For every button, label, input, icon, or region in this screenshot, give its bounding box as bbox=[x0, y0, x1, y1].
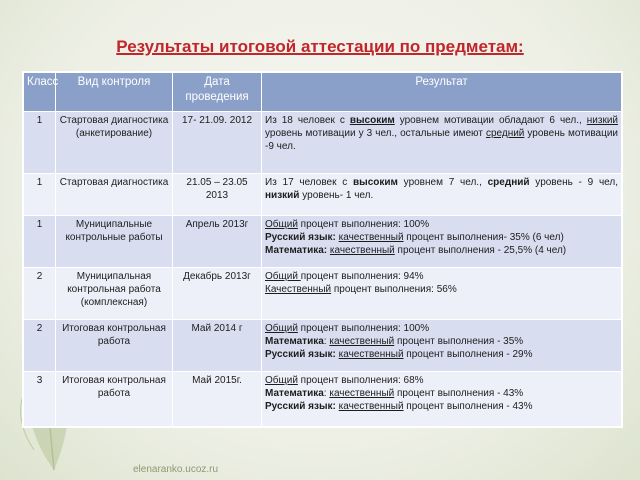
header-result: Результат bbox=[262, 73, 622, 112]
table-row bbox=[24, 112, 622, 174]
result-line bbox=[265, 270, 618, 283]
cell-class: 1 bbox=[24, 174, 56, 216]
result-text: уровнем 7 чел., bbox=[397, 177, 488, 188]
cell-result bbox=[262, 268, 622, 320]
result-emphasis: средний bbox=[487, 177, 530, 188]
result-emphasis: качественный bbox=[329, 388, 395, 399]
cell-control-kind: Итоговая контрольная работа bbox=[56, 320, 173, 372]
subject-label: Математика bbox=[265, 336, 324, 347]
result-line: Математика: качественный процент выполнения - 43% bbox=[265, 388, 524, 399]
table-row bbox=[24, 216, 622, 268]
cell-date: Апрель 2013г bbox=[173, 216, 262, 268]
result-text: процент выполнения: 100% bbox=[297, 323, 430, 334]
cell-result bbox=[262, 112, 622, 174]
result-line: Математика: качественный процент выполнения - 35% bbox=[265, 336, 524, 347]
result-text: процент выполнения - 25,5% (4 чел) bbox=[394, 245, 567, 256]
result-emphasis: Общий bbox=[265, 271, 301, 282]
cell-result bbox=[262, 174, 622, 216]
cell-class: 1 bbox=[24, 216, 56, 268]
result-line bbox=[265, 322, 618, 335]
result-text: уровнем мотивации обладают 6 чел., bbox=[394, 115, 587, 126]
result-text: Из 18 человек с bbox=[265, 115, 350, 126]
cell-class: 3 bbox=[24, 372, 56, 427]
subject-label: Математика: bbox=[265, 245, 328, 256]
result-emphasis: Общий bbox=[265, 323, 298, 334]
result-emphasis: Качественный bbox=[265, 284, 332, 295]
table-row bbox=[24, 174, 622, 216]
result-text: процент выполнения - 43% bbox=[394, 388, 524, 399]
subject-label: Русский язык: bbox=[265, 349, 336, 360]
result-line bbox=[265, 374, 618, 387]
result-line bbox=[265, 348, 618, 361]
result-emphasis: средний bbox=[485, 128, 525, 139]
cell-control-kind: Стартовая диагностика bbox=[56, 174, 173, 216]
result-text: уровень - 9 чел, bbox=[529, 177, 619, 188]
result-emphasis: Общий bbox=[265, 219, 298, 230]
result-line bbox=[265, 218, 618, 231]
table-header-row bbox=[24, 73, 622, 112]
result-text: уровень- 1 чел. bbox=[299, 190, 374, 201]
result-emphasis: качественный bbox=[329, 336, 395, 347]
result-emphasis: низкий bbox=[586, 115, 619, 126]
page-title-text: Результаты итоговой аттестации по предметам: bbox=[116, 37, 524, 56]
cell-class: 2 bbox=[24, 268, 56, 320]
result-emphasis: высоким bbox=[353, 177, 398, 188]
cell-class: 1 bbox=[24, 112, 56, 174]
header-date: Дата проведения bbox=[173, 73, 262, 112]
watermark: elenaranko.ucoz.ru bbox=[133, 464, 219, 475]
subject-label: Русский язык: bbox=[265, 232, 336, 243]
cell-date: Май 2015г. bbox=[173, 372, 262, 427]
cell-result bbox=[262, 372, 622, 427]
result-line bbox=[265, 283, 618, 296]
result-text: Из 17 человек с bbox=[265, 177, 353, 188]
cell-date: Май 2014 г bbox=[173, 320, 262, 372]
header-control-kind: Вид контроля bbox=[56, 73, 173, 112]
cell-class: 2 bbox=[24, 320, 56, 372]
header-class: Класс bbox=[24, 73, 56, 112]
subject-label: Русский язык: bbox=[265, 401, 336, 412]
result-emphasis: высоким bbox=[349, 115, 395, 126]
result-text: уровень мотивации -9 чел. bbox=[265, 128, 618, 152]
result-line bbox=[265, 244, 618, 257]
cell-date: Декабрь 2013г bbox=[173, 268, 262, 320]
result-text: процент выполнения: 68% bbox=[297, 375, 424, 386]
cell-control-kind: Итоговая контрольная работа bbox=[56, 372, 173, 427]
result-emphasis: низкий bbox=[265, 190, 300, 201]
cell-control-kind: Муниципальная контрольная работа (комплексная) bbox=[56, 268, 173, 320]
result-text: процент выполнения - 43% bbox=[403, 401, 533, 412]
cell-control-kind: Муниципальные контрольные работы bbox=[56, 216, 173, 268]
table-row bbox=[24, 372, 622, 427]
result-emphasis: качественный bbox=[329, 245, 395, 256]
cell-result bbox=[262, 320, 622, 372]
result-text: процент выполнения: 100% bbox=[297, 219, 430, 230]
result-text: уровень мотивации у 3 чел., остальные имеют bbox=[265, 128, 486, 139]
page-title bbox=[0, 37, 640, 57]
result-text: процент выполнения: 94% bbox=[300, 271, 424, 282]
table-row bbox=[24, 268, 622, 320]
result-emphasis: качественный bbox=[338, 349, 404, 360]
result-line bbox=[265, 231, 618, 244]
result-emphasis: качественный bbox=[338, 401, 404, 412]
result-text: процент выполнения- 35% (6 чел) bbox=[403, 232, 564, 243]
result-text: процент выполнения: 56% bbox=[331, 284, 457, 295]
cell-date: 21.05 – 23.05 2013 bbox=[173, 174, 262, 216]
result-text: процент выполнения - 29% bbox=[403, 349, 533, 360]
result-emphasis: Общий bbox=[265, 375, 298, 386]
subject-label: Математика bbox=[265, 388, 324, 399]
results-table bbox=[23, 72, 622, 427]
cell-result bbox=[262, 216, 622, 268]
cell-control-kind: Стартовая диагностика (анкетирование) bbox=[56, 112, 173, 174]
result-emphasis: качественный bbox=[338, 232, 404, 243]
result-line bbox=[265, 400, 618, 413]
table-row bbox=[24, 320, 622, 372]
cell-date: 17- 21.09. 2012 bbox=[173, 112, 262, 174]
result-text: процент выполнения - 35% bbox=[394, 336, 524, 347]
